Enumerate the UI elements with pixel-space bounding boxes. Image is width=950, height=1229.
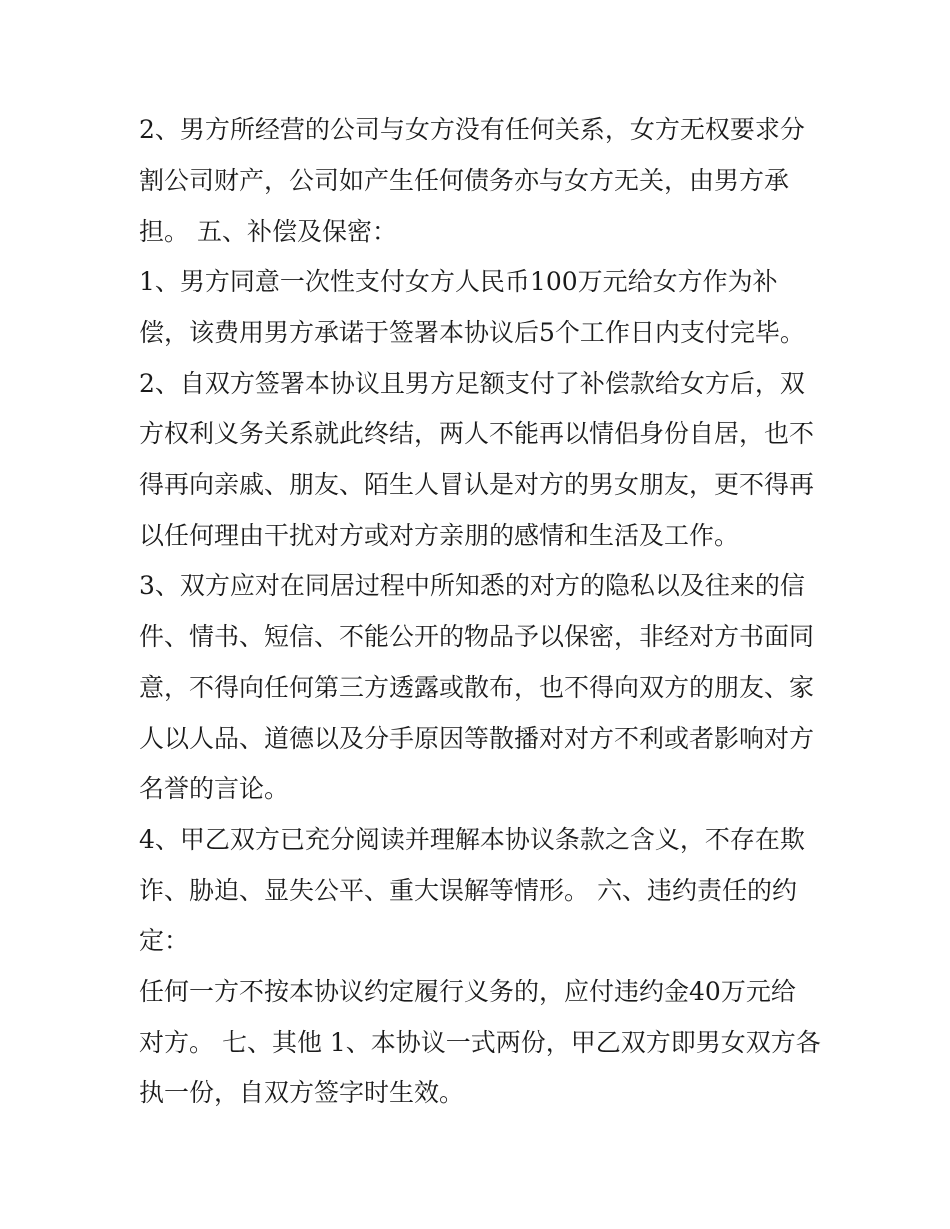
text-line: 以任何理由干扰对方或对方亲朋的感情和生活及工作。 — [139, 521, 740, 550]
text-line: 意，不得向任何第三方透露或散布，也不得向双方的朋友、家 — [139, 673, 815, 702]
text-line: 担。 五、补偿及保密： — [139, 217, 397, 246]
text-line: 定： — [139, 926, 190, 955]
text-line: 割公司财产，公司如产生任何债务亦与女方无关，由男方承 — [139, 166, 790, 195]
text-line: 3、双方应对在同居过程中所知悉的对方的隐私以及往来的信 — [139, 571, 805, 600]
text-line: 1、男方同意一次性支付女方人民币100万元给女方作为补 — [139, 267, 778, 296]
text-line: 人以人品、道德以及分手原因等散播对对方不利或者影响对方 — [139, 724, 815, 753]
text-line: 得再向亲戚、朋友、陌生人冒认是对方的男女朋友，更不得再 — [139, 470, 815, 499]
text-line: 2、自双方签署本协议且男方足额支付了补偿款给女方后，双 — [139, 369, 805, 398]
text-line: 件、情书、短信、不能公开的物品予以保密，非经对方书面同 — [139, 622, 815, 651]
text-line: 4、甲乙双方已充分阅读并理解本协议条款之含义，不存在欺 — [139, 825, 805, 854]
text-line: 偿，该费用男方承诺于签署本协议后5个工作日内支付完毕。 — [139, 318, 805, 347]
text-line: 方权利义务关系就此终结，两人不能再以情侣身份自居，也不 — [139, 419, 815, 448]
text-line: 任何一方不按本协议约定履行义务的，应付违约金40万元给 — [139, 977, 796, 1006]
text-line: 诈、胁迫、显失公平、重大误解等情形。 六、违约责任的约 — [139, 876, 797, 905]
text-line: 名誉的言论。 — [139, 774, 290, 803]
text-line: 执一份，自双方签字时生效。 — [139, 1078, 465, 1107]
text-line: 2、男方所经营的公司与女方没有任何关系，女方无权要求分 — [139, 115, 805, 144]
text-line: 对方。 七、其他 1、本协议一式两份，甲乙双方即男女双方各 — [139, 1028, 821, 1057]
